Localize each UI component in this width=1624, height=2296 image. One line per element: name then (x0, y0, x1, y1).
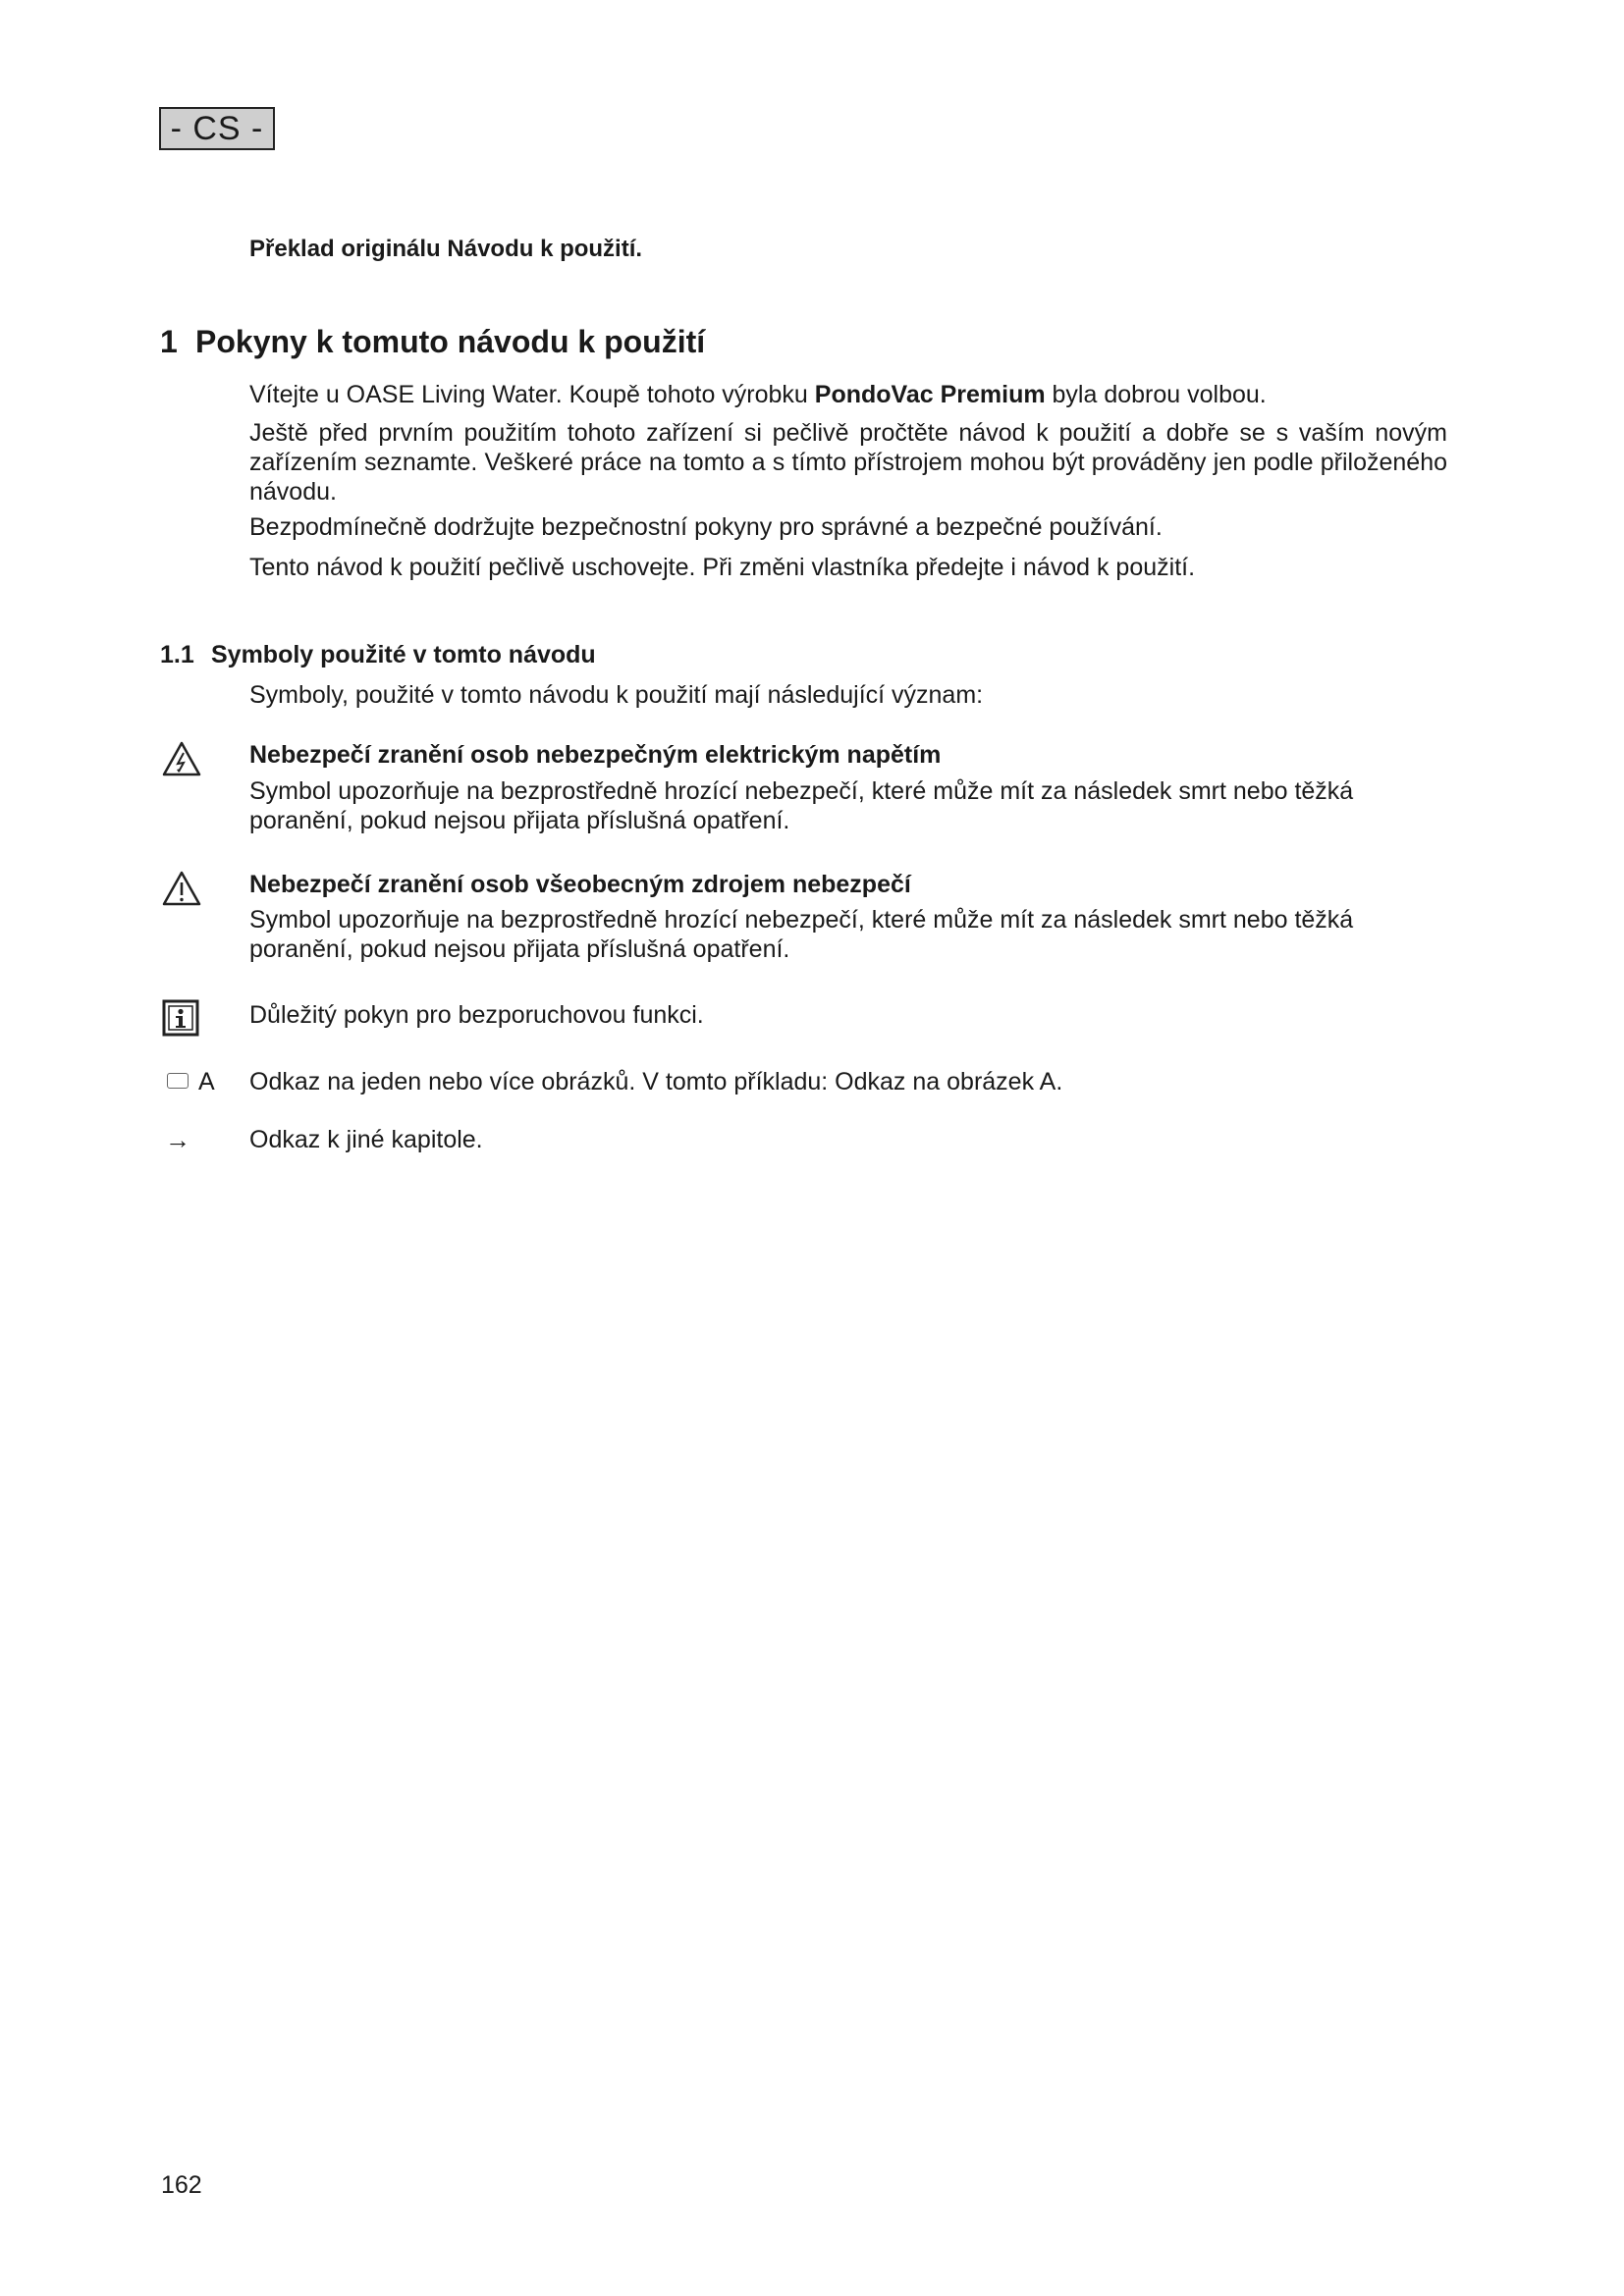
section-number: 1 (160, 324, 178, 359)
symbols-intro: Symboly, použité v tomto návodu k použití mají následující význam: (249, 681, 984, 709)
section-1-heading (160, 324, 705, 360)
arrow-right-icon: → (165, 1125, 190, 1154)
symbol-description: Odkaz na jeden nebo více obrázků. V tomto příkladu: Odkaz na obrázek A. (249, 1068, 1063, 1095)
symbol-description: Důležitý pokyn pro bezporuchovou funkci. (249, 1001, 704, 1029)
section-number: 1.1 (160, 641, 194, 668)
product-name: PondoVac Premium (814, 381, 1046, 408)
symbol-title: Nebezpečí zranění osob všeobecným zdrojem nebezpečí (249, 871, 911, 898)
symbol-description: Odkaz k jiné kapitole. (249, 1126, 483, 1153)
section-title: Symboly použité v tomto návodu (211, 641, 596, 668)
symbol-title: Nebezpečí zranění osob nebezpečným elektrickým napětím (249, 741, 942, 769)
intro-paragraph: Vítejte u OASE Living Water. Koupě tohoto výrobku PondoVac Premium byla dobrou volbou. (249, 381, 1267, 408)
figure-label: A (198, 1068, 215, 1095)
paragraph-keep-manual: Tento návod k použití pečlivě uschovejte. Při změni vlastníka předejte i návod k použití. (249, 554, 1196, 581)
symbol-description: Symbol upozorňuje na bezprostředně hrozící nebezpečí, které může mít za následek smrt nebo těžká poranění, pokud nejsou přijata příslušná opatření. (249, 906, 1354, 963)
symbol-description: Symbol upozorňuje na bezprostředně hrozící nebezpečí, které může mít za následek smrt nebo těžká poranění, pokud nejsou přijata příslušná opatření. (249, 777, 1354, 834)
section-title: Pokyny k tomuto návodu k použití (195, 324, 706, 359)
general-warning-icon (162, 871, 201, 906)
language-tag: - CS - (159, 107, 275, 150)
figure-reference-icon (167, 1073, 189, 1089)
page-number: 162 (161, 2171, 202, 2199)
electric-warning-icon (162, 741, 201, 776)
info-icon (162, 999, 199, 1037)
section-1-1-heading (160, 641, 596, 669)
paragraph-read-manual: Ještě před prvním použitím tohoto zařízení si pečlivě pročtěte návod k použití a dobře se s vaším novým zařízením seznamte. Veškeré práce na tomto a s tímto přístrojem mohou být prováděny jen podle přiloženého návodu. (249, 419, 1447, 506)
figure-reference-symbol (167, 1067, 215, 1096)
document-subtitle: Překlad originálu Návodu k použití. (249, 236, 643, 262)
paragraph-safety: Bezpodmínečně dodržujte bezpečnostní pokyny pro správné a bezpečné používání. (249, 513, 1163, 541)
